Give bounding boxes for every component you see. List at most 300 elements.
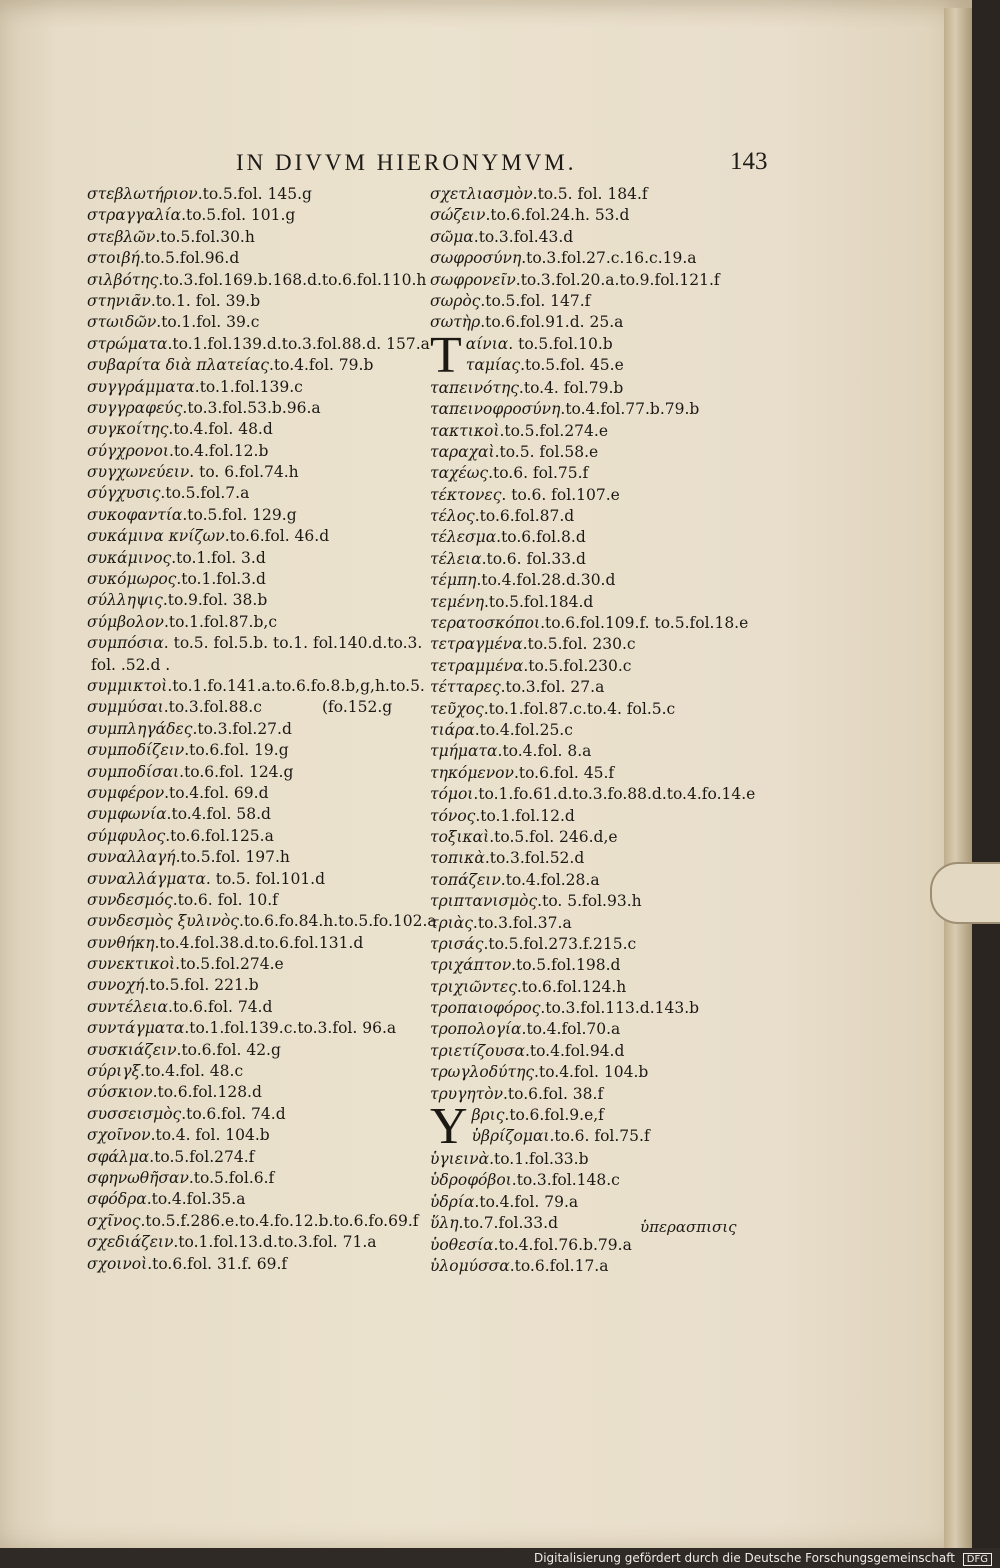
entry-headword: ταμίας	[465, 356, 521, 375]
index-entry	[87, 1125, 417, 1146]
index-entry	[87, 483, 417, 504]
entry-headword: σύλληψις	[87, 591, 163, 610]
entry-reference: .to.6.fol.9.e,f	[504, 1106, 604, 1125]
index-entry	[87, 590, 417, 611]
entry-reference: .to.5.fol.7.a	[160, 484, 250, 503]
folio-number: 143	[730, 148, 768, 175]
index-entry	[430, 485, 800, 506]
entry-reference: .to.6.fol.24.h. 53.d	[485, 206, 630, 225]
section-t	[430, 334, 800, 378]
entry-reference: .to.1.fol.3.d	[176, 570, 266, 589]
entry-reference: .to.4.fol. 69.d	[164, 783, 269, 802]
entry-headword: σφόδρα	[87, 1190, 147, 1209]
entry-headword: τρισάς	[430, 934, 484, 953]
entry-headword: τριὰς	[430, 913, 473, 932]
index-entry	[430, 1235, 800, 1256]
entry-headword: τιάρα	[430, 720, 475, 739]
entry-continuation: (fo.152.g	[322, 698, 393, 717]
entry-reference: .to.1.fol. 3.d	[171, 548, 266, 567]
entry-headword: σχοινοὶ	[87, 1254, 148, 1273]
index-entry	[430, 184, 800, 205]
initial-letter-t: T	[430, 333, 462, 378]
index-entry	[87, 933, 417, 954]
index-entry	[430, 1105, 800, 1126]
entry-reference: .to.4.fol.76.b.79.a	[493, 1235, 632, 1254]
index-entry	[87, 1168, 417, 1189]
index-entry	[430, 806, 800, 827]
entry-headword: στηνιᾶν	[87, 291, 151, 310]
entry-headword: συμποδίσαι	[87, 762, 180, 781]
entry-reference: .to.6.fol.109.f. to.5.fol.18.e	[540, 614, 749, 633]
entry-headword: συγκοίτης	[87, 420, 169, 439]
entry-headword: τοξικαὶ	[430, 827, 490, 846]
index-entry	[87, 869, 417, 890]
entry-headword: συκάμινα κνίζων	[87, 527, 225, 546]
index-entry	[430, 205, 800, 226]
entry-headword: ταραχαὶ	[430, 442, 495, 461]
entry-headword: τεῦχος	[430, 699, 484, 718]
entry-reference: .to.1.fol. 39.c	[156, 313, 260, 332]
index-entry	[87, 548, 417, 569]
entry-headword: συσκιάζειν	[87, 1040, 177, 1059]
entry-reference: .to.6.fol.124.h	[516, 977, 627, 996]
entry-reference: .to.4. fol. 104.b	[150, 1126, 270, 1145]
entry-headword: συνθήκη	[87, 933, 155, 952]
entry-reference: .to.5.fol. 101.g	[181, 206, 296, 225]
entry-headword: σώζειν	[430, 206, 486, 225]
index-entry	[430, 955, 800, 976]
index-entry	[87, 676, 425, 697]
index-entry	[430, 934, 800, 955]
entry-reference: .to.5.fol.274.f	[149, 1147, 255, 1166]
entry-reference: .to.6.fol.125.a	[165, 826, 274, 845]
index-entry	[87, 505, 417, 526]
entry-headword: τετραγμένα	[430, 635, 523, 654]
entry-reference: .to.4.fol.25.c	[474, 720, 573, 739]
entry-reference: .to.4.fol. 79.a	[474, 1192, 579, 1211]
entry-reference: .to.1.fol.87.b,c	[163, 612, 278, 631]
index-entry	[430, 592, 800, 613]
entry-headword: ὑδροφόβοι	[430, 1171, 512, 1190]
index-entry	[430, 312, 800, 333]
entry-headword: ὑγιεινὰ	[430, 1150, 490, 1169]
index-entry	[430, 1126, 800, 1147]
entry-headword: στεβλωτήριον	[87, 185, 198, 203]
entry-headword: συκάμινος	[87, 548, 172, 567]
entry-headword: σύμβολον	[87, 612, 164, 631]
index-entry	[430, 784, 800, 805]
entry-headword: στρώματα	[87, 334, 168, 353]
entry-headword: τέλεια	[430, 549, 482, 568]
index-entry	[87, 184, 417, 205]
entry-headword: σχεδιάζειν	[87, 1233, 174, 1252]
index-entry	[430, 1213, 800, 1234]
index-entry	[430, 827, 800, 848]
index-entry	[430, 870, 800, 891]
entry-headword: συμποδίζειν	[87, 741, 185, 760]
entry-reference: .to.3.fol.43.d	[473, 227, 574, 246]
entry-headword: τεμένη	[430, 592, 484, 611]
index-entry	[430, 1192, 800, 1213]
entry-reference: .to.6.fol. 19.g	[184, 741, 289, 760]
entry-reference: . to.5. fol.5.b. to.1. fol.140.d.to.3.	[163, 634, 423, 653]
entry-headword: σύγχυσις	[87, 484, 161, 503]
entry-reference: .to.3.fol.53.b.96.a	[182, 398, 321, 417]
entry-reference: .to.5. fol. 184.f	[532, 185, 648, 203]
entry-headword: συμφωνία	[87, 805, 167, 824]
entry-headword: συσσεισμὸς	[87, 1104, 182, 1123]
index-entry	[87, 826, 417, 847]
index-entry	[87, 227, 417, 248]
entry-reference: .to.3.fol.27.d	[192, 719, 292, 738]
index-column-left	[87, 184, 437, 1275]
index-entry	[87, 783, 417, 804]
entry-reference: .to.1.fol.139.c	[194, 377, 303, 396]
entry-reference: .to.5. fol.58.e	[494, 442, 599, 461]
index-entry	[87, 526, 417, 547]
index-entry	[430, 248, 800, 269]
entry-headword: σύγχρονοι	[87, 441, 169, 460]
entry-reference: .to.6.fol. 38.f	[503, 1084, 604, 1103]
index-entry	[87, 804, 417, 825]
entry-reference: . to. 6.fol.74.h	[189, 463, 299, 482]
index-column-right	[430, 184, 800, 1277]
entry-reference: .to.6.fol.8.d	[496, 528, 586, 547]
entry-reference: .to.4.fol.28.a	[500, 870, 600, 889]
entry-headword: σύμφυλος	[87, 826, 166, 845]
index-entry	[87, 1232, 417, 1253]
entry-headword: συνοχή	[87, 976, 145, 995]
index-entry	[430, 355, 800, 376]
index-entry	[430, 699, 800, 720]
entry-reference: .to.6.fol. 31.f. 69.f	[147, 1254, 288, 1273]
entry-headword: τροπαιοφόρος	[430, 999, 541, 1018]
entry-headword: συκόμωρος	[87, 570, 177, 589]
index-entry	[87, 1104, 417, 1125]
entry-reference: .to.1.fol.13.d.to.3.fol. 71.a	[173, 1233, 377, 1252]
entry-headword: συβαρίτα διὰ πλατείας	[87, 356, 269, 375]
entry-headword: ταχέως	[430, 464, 489, 483]
entry-headword: τροπολογία	[430, 1020, 522, 1039]
entry-reference: .to.6.fol. 46.d	[224, 527, 330, 546]
entry-headword: τακτικοὶ	[430, 421, 500, 440]
entry-headword: στραγγαλία	[87, 206, 182, 225]
entry-headword: συμπόσια	[87, 634, 164, 653]
entry-reference: .to.5.fol.273.f.215.c	[483, 934, 637, 953]
index-entry	[87, 975, 417, 996]
entry-reference: .to.3.fol.113.d.143.b	[540, 999, 700, 1018]
entry-reference: .to. 5.fol.93.h	[537, 892, 642, 911]
entry-headword: συμμικτοὶ	[87, 676, 168, 695]
index-entry	[430, 1062, 800, 1083]
entry-reference: .to.5.fol.96.d	[139, 249, 240, 268]
entry-headword: συνδεσμὸς ξυλινὸς	[87, 912, 239, 931]
entry-headword: σῶμα	[430, 227, 474, 246]
index-entry	[87, 697, 417, 718]
entry-headword: σωφροσύνη	[430, 249, 522, 268]
index-entry	[87, 1018, 417, 1039]
entry-reference: .to.5.fol. 145.g	[197, 185, 312, 203]
entry-reference: .to.6.fol.91.d. 25.a	[480, 313, 624, 332]
entry-reference: . to.5. fol.101.d	[205, 869, 326, 888]
entry-reference: .to.3.fol. 27.a	[500, 678, 605, 697]
entry-reference: .to.1.fol.12.d	[475, 806, 575, 825]
index-entry	[430, 1041, 800, 1062]
entry-headword: τοπικὰ	[430, 849, 485, 868]
entry-headword: τέκτονες	[430, 485, 502, 504]
index-entry	[430, 741, 800, 762]
index-entry	[87, 398, 417, 419]
index-entry	[87, 312, 417, 333]
entry-reference: .to.6. fol.75.f	[549, 1127, 650, 1146]
entry-headword: τέτταρες	[430, 678, 501, 697]
entry-headword: σωρὸς	[430, 291, 481, 310]
index-entry	[430, 634, 800, 655]
entry-headword: συνεκτικοὶ	[87, 955, 176, 974]
entry-headword: σχετλιασμὸν	[430, 185, 533, 203]
entry-headword: σφηνωθῆσαν	[87, 1168, 189, 1187]
entry-reference: .to.6.fol.128.d	[152, 1083, 262, 1102]
entry-reference: .to.5.fol. 230.c	[522, 635, 636, 654]
index-entry	[87, 1061, 417, 1082]
entry-headword: σωτὴρ	[430, 313, 481, 332]
index-entry	[430, 1170, 800, 1191]
entry-reference: .to.4.fol. 8.a	[497, 742, 592, 761]
entry-reference: .to.4.fol.35.a	[146, 1190, 246, 1209]
index-entry	[87, 462, 417, 483]
entry-reference: .to.6. fol. 10.f	[172, 890, 278, 909]
entry-headword: τοπάζειν	[430, 870, 501, 889]
entry-headword: σφάλμα	[87, 1147, 150, 1166]
page-edge	[944, 8, 972, 1553]
entry-headword: ὕλη	[430, 1214, 459, 1233]
entry-reference: . to.5.fol.10.b	[508, 334, 613, 353]
entry-headword: στωιδῶν	[87, 313, 157, 332]
entry-headword: τέμπη	[430, 571, 477, 590]
entry-reference: .to.1.fo.141.a.to.6.fo.8.b,g,h.to.5.	[167, 676, 425, 695]
entry-reference: .to.5.fol. 45.e	[520, 356, 624, 375]
entry-headword: τετραμμένα	[430, 656, 524, 675]
entry-reference: .to.1.fol.33.b	[489, 1150, 589, 1169]
entry-reference: .to.6. fol.75.f	[488, 464, 589, 483]
index-entry	[87, 569, 417, 590]
entry-reference: .to.6.fol. 74.d	[181, 1104, 286, 1123]
page-tab	[930, 862, 1000, 924]
initial-letter-upsilon: Y	[430, 1105, 468, 1150]
entry-headword: τρυγητὸν	[430, 1084, 503, 1103]
index-entry	[87, 655, 417, 676]
entry-reference: .to.6.fol. 45.f	[513, 763, 615, 782]
entry-headword: συμμύσαι	[87, 698, 164, 717]
entry-reference: .to.5.fol. 221.b	[144, 976, 259, 995]
index-entry	[87, 740, 417, 761]
entry-reference: .to.1.fol.139.c.to.3.fol. 96.a	[184, 1019, 397, 1038]
index-entry	[430, 506, 800, 527]
dfg-logo: DFG	[963, 1553, 992, 1566]
index-entry	[87, 291, 417, 312]
entry-headword: συντάγματα	[87, 1019, 185, 1038]
entry-headword: συναλλάγματα	[87, 869, 206, 888]
entry-reference: .to.3.fol.88.c	[163, 698, 262, 717]
entry-reference: .to.5.fol. 197.h	[175, 848, 290, 867]
index-entry	[430, 549, 800, 570]
entry-headword: σιλβότης	[87, 270, 159, 289]
entry-reference: .to.6.fol.17.a	[509, 1256, 609, 1275]
entry-reference: .to.6.fo.84.h.to.5.fo.102.a	[238, 912, 437, 931]
entry-reference: .to.3.fol.37.a	[472, 913, 572, 932]
entry-reference: .to.1.fo.61.d.to.3.fo.88.d.to.4.fo.14.e	[473, 785, 756, 804]
entry-reference: . to.6. fol.107.e	[501, 485, 620, 504]
index-entry	[87, 762, 417, 783]
index-entry	[430, 891, 800, 912]
section-upsilon	[430, 1105, 800, 1149]
entry-headword: σωφρονεῖν	[430, 270, 516, 289]
entry-reference: .to.6.fol. 124.g	[179, 762, 294, 781]
entry-headword: ὑοθεσία	[430, 1235, 494, 1254]
entry-headword: στεβλῶν	[87, 227, 156, 246]
entry-reference: .to.5.fol.6.f	[188, 1168, 275, 1187]
entry-reference: .to.5.fol.274.e	[175, 955, 284, 974]
index-entry	[87, 441, 417, 462]
index-entry	[430, 270, 800, 291]
entry-headword: τηκόμενον	[430, 763, 514, 782]
entry-headword: στοιβή	[87, 249, 140, 268]
index-entry	[87, 377, 417, 398]
index-entry	[430, 1084, 800, 1105]
entry-headword: σχοῖνον	[87, 1126, 151, 1145]
entry-reference: .to.4.fol. 48.d	[168, 420, 273, 439]
index-entry	[87, 997, 417, 1018]
entry-headword: τμήματα	[430, 742, 498, 761]
index-entry	[430, 334, 800, 355]
entry-headword: τριπτανισμὸς	[430, 892, 538, 911]
entry-headword: ὑβρίζομαι	[471, 1127, 550, 1146]
entry-headword: σύσκιον	[87, 1083, 153, 1102]
entry-reference: .to.4.fol. 79.b	[269, 356, 374, 375]
index-entry	[87, 205, 417, 226]
credit-text: Digitalisierung gefördert durch die Deutsche Forschungsgemeinschaft	[533, 1551, 955, 1565]
entry-headword: τέλος	[430, 507, 475, 526]
index-entry	[87, 847, 417, 868]
entry-reference: fol. .52.d .	[91, 655, 171, 674]
entry-reference: .to.1.fol.87.c.to.4. fol.5.c	[483, 699, 676, 718]
index-entry	[430, 570, 800, 591]
entry-reference: .to.4.fol.77.b.79.b	[560, 400, 700, 419]
entry-headword: τρωγλοδύτης	[430, 1063, 535, 1082]
index-entry	[87, 1211, 417, 1232]
entry-reference: .to.5.fol.230.c	[523, 656, 632, 675]
entry-headword: τόνος	[430, 806, 476, 825]
entry-reference: .to.5.fol.274.e	[499, 421, 609, 440]
index-entry	[87, 1082, 417, 1103]
index-entry	[430, 656, 800, 677]
index-entry	[430, 913, 800, 934]
entry-headword: ὑλομύσσα	[430, 1256, 510, 1275]
running-head: IN DIVVM HIERONYMVM.	[236, 150, 577, 175]
index-entry	[87, 911, 437, 932]
entry-headword: συμπληγάδες	[87, 719, 193, 738]
entry-headword: ταπεινοφροσύνη	[430, 400, 561, 419]
entry-reference: .to.4.fol.94.d	[524, 1041, 625, 1060]
digitization-credit	[534, 1551, 992, 1566]
entry-reference: .to.4.fol.28.d.30.d	[476, 571, 616, 590]
index-entry	[87, 248, 417, 269]
entry-reference: .to.4.fol. 48.c	[140, 1062, 244, 1081]
index-entry	[87, 612, 417, 633]
entry-headword: τέλεσμα	[430, 528, 497, 547]
entry-headword: ὑδρία	[430, 1192, 475, 1211]
entry-headword: βρις	[471, 1106, 505, 1125]
index-entry	[87, 890, 417, 911]
entry-headword: αίνια	[465, 334, 509, 353]
index-entry	[87, 954, 417, 975]
index-entry	[87, 419, 417, 440]
entry-reference: .to.4. fol.79.b	[518, 378, 624, 397]
entry-reference: .to.3.fol.27.c.16.c.19.a	[521, 249, 697, 268]
entry-reference: .to.5.fol.30.h	[155, 227, 255, 246]
index-entry	[87, 1254, 417, 1275]
entry-reference: .to.4.fol.70.a	[521, 1020, 621, 1039]
entry-reference: .to.6.fol.87.d	[474, 507, 575, 526]
index-entry	[430, 291, 800, 312]
index-entry	[87, 633, 423, 654]
catchword: ὑπερασπισις	[640, 1218, 737, 1236]
entry-reference: .to.5.fol.198.d	[511, 956, 621, 975]
entry-reference: .to.1.fol.139.d.to.3.fol.88.d. 157.a	[167, 334, 430, 353]
index-entry	[430, 677, 800, 698]
entry-headword: συγχωνεύειν	[87, 463, 190, 482]
index-entry	[87, 270, 427, 291]
entry-headword: σχῖνος	[87, 1211, 141, 1230]
index-entry	[87, 334, 430, 355]
entry-reference: .to.4.fol.12.b	[168, 441, 269, 460]
index-entry	[87, 1147, 417, 1168]
entry-headword: συκοφαντία	[87, 505, 183, 524]
entry-reference: .to.3.fol.148.c	[511, 1171, 620, 1190]
entry-reference: .to.3.fol.52.d	[484, 849, 585, 868]
index-entry	[430, 613, 800, 634]
entry-headword: τερατοσκόποι	[430, 614, 541, 633]
index-entry	[430, 527, 800, 548]
entry-reference: .to.3.fol.20.a.to.9.fol.121.f	[515, 270, 720, 289]
entry-reference: .to.1. fol. 39.b	[150, 291, 261, 310]
index-entry	[430, 1149, 800, 1170]
index-entry	[430, 1256, 800, 1277]
index-entry	[87, 1189, 417, 1210]
entry-headword: συγγράμματα	[87, 377, 195, 396]
entry-reference: .to.5.fol. 246.d,e	[489, 827, 618, 846]
index-entry	[430, 463, 800, 484]
entry-reference: .to.6.fol. 42.g	[176, 1040, 281, 1059]
entry-headword: συμφέρον	[87, 783, 165, 802]
entry-headword: ταπεινότης	[430, 378, 519, 397]
entry-headword: σύριγξ	[87, 1062, 140, 1081]
entry-reference: .to.5.fol. 147.f	[480, 291, 591, 310]
index-entry	[430, 442, 800, 463]
index-entry	[430, 399, 800, 420]
entry-reference: .to.4.fol.38.d.to.6.fol.131.d	[154, 933, 364, 952]
index-entry	[87, 719, 417, 740]
entry-reference: .to.5.f.286.e.to.4.fo.12.b.to.6.fo.69.f	[140, 1211, 419, 1230]
index-entry	[87, 355, 417, 376]
entry-headword: τόμοι	[430, 785, 474, 804]
entry-reference: .to.3.fol.169.b.168.d.to.6.fol.110.h	[158, 270, 427, 289]
index-entry	[430, 421, 800, 442]
entry-headword: τριχάπτον	[430, 956, 512, 975]
entry-headword: συναλλαγή	[87, 848, 176, 867]
entry-reference: .to.6. fol.33.d	[481, 549, 586, 568]
index-entry	[430, 977, 800, 998]
